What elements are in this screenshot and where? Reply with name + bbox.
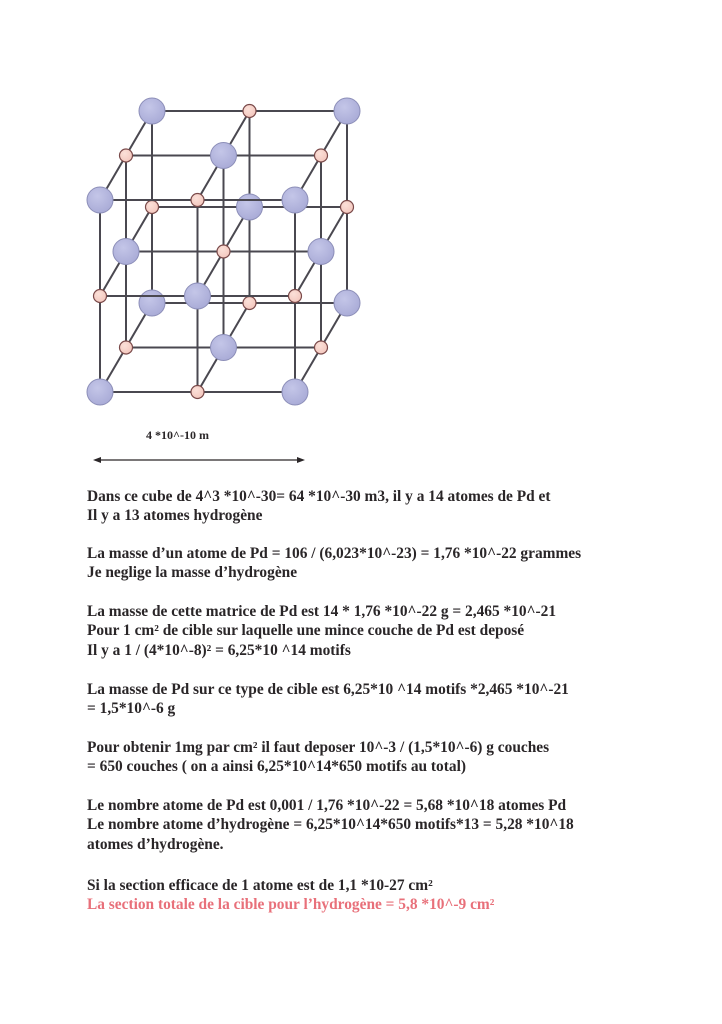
text-line: La masse d’un atome de Pd = 106 / (6,023*10^-23) = 1,76 *10^-22 grammes [87,545,582,562]
text-line: Pour 1 cm² de cible sur laquelle une mince couche de Pd est deposé [87,622,525,640]
text-line: La masse de cette matrice de Pd est 14 * 1,76 *10^-22 g = 2,465 *10^-21 [87,603,557,620]
paragraph-layers [87,738,549,777]
cube-dimension-label: 4 *10^-10 m [146,428,209,442]
paragraph-pd-mass-target [87,680,569,719]
paragraph-matrix-mass [87,602,556,660]
text-line: Je neglige la masse d’hydrogène [87,564,298,582]
paragraph-cube-content [87,487,551,526]
text-line: = 1,5*10^-6 g [87,700,176,718]
highlighted-result-line: La section totale de la cible pour l’hydrogène = 5,8 *10^-9 cm² [87,896,495,914]
text-line: Le nombre atome de Pd est 0,001 / 1,76 *10^-22 = 5,68 *10^18 atomes Pd [87,797,567,814]
paragraph-cross-section [87,876,494,915]
paragraph-pd-atom-mass [87,544,581,583]
paragraph-atom-counts [87,796,574,854]
text-line: La masse de Pd sur ce type de cible est 6,25*10 ^14 motifs *2,465 *10^-21 [87,681,569,698]
dimension-arrow [0,0,722,480]
text-line: Si la section efficace de 1 atome est de 1,1 *10-27 cm² [87,877,433,894]
text-line: atomes d’hydrogène. [87,835,224,853]
text-line: Le nombre atome d’hydrogène = 6,25*10^14*650 motifs*13 = 5,28 *10^18 [87,816,574,834]
text-line: Dans ce cube de 4^3 *10^-30= 64 *10^-30 m3, il y a 14 atomes de Pd et [87,488,551,505]
text-line: Pour obtenir 1mg par cm² il faut deposer 10^-3 / (1,5*10^-6) g couches [87,739,550,756]
text-line: Il y a 1 / (4*10^-8)² = 6,25*10 ^14 motifs [87,641,351,659]
text-line: Il y a 13 atomes hydrogène [87,507,263,525]
text-line: = 650 couches ( on a ainsi 6,25*10^14*650 motifs au total) [87,758,466,776]
